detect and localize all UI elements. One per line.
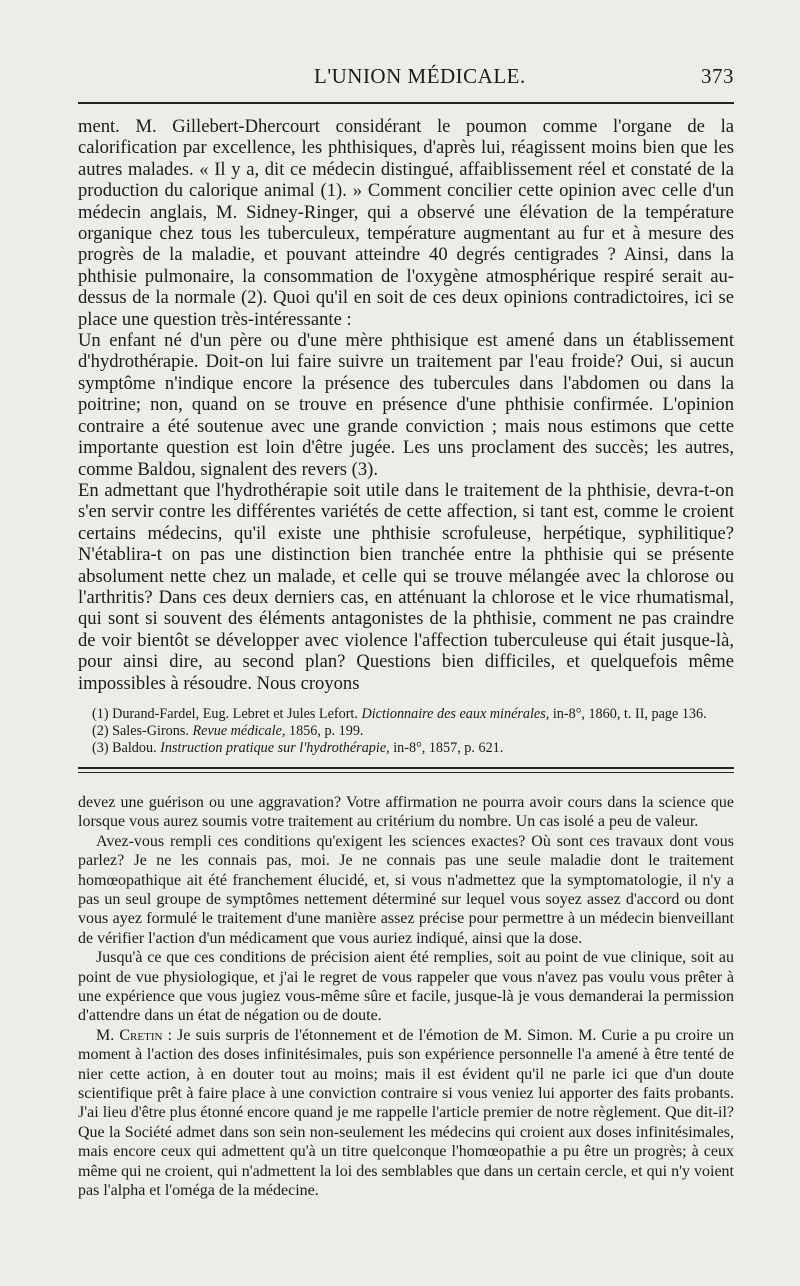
footnote-work-title: Instruction pratique sur l'hydrothérapie, xyxy=(160,739,390,756)
page-number: 373 xyxy=(701,64,734,88)
footnote-number: (2) xyxy=(92,722,109,739)
footnote-work-title: Revue médicale, xyxy=(192,722,286,739)
page-header xyxy=(78,64,734,98)
footnote-details: in-8°, 1860, t. II, page 136. xyxy=(552,705,707,722)
main-text xyxy=(78,116,734,694)
header-rule xyxy=(78,102,734,104)
footnote-3 xyxy=(78,740,734,757)
journal-title: L'UNION MÉDICALE. xyxy=(314,64,526,88)
footnote-details: in-8°, 1857, p. 621. xyxy=(393,739,504,756)
paragraph: En admettant que l'hydrothérapie soit utile dans le traitement de la phthisie, devra-t-on s'en servir contre les différentes variétés de cette affection, si tant est, comme le croient certains médecins, qu'il existe une phthisie scrofuleuse, herpétique, syphilitique? N'établira-t on pas une distinction bien tranchée entre la phthisie qui se présente absolument nette chez un malade, et celle qui se trouve mélangée avec la chlorose ou l'arthritis? Dans ces deux derniers cas, en atténuant la chlorose et le vice rhumatismal, qui sont si souvent des éléments antagonistes de la phthisie, comment ne pas craindre de voir bientôt se développer avec violence l'affection tuberculeuse qui était jusque-là, pour ainsi dire, au second plan? Questions bien difficiles, et quelquefois même impossibles à résoudre. Nous croyons xyxy=(78,479,734,694)
footnotes xyxy=(78,706,734,757)
paragraph: Un enfant né d'un père ou d'une mère phthisique est amené dans un établissement d'hydrothérapie. Doit-on lui faire suivre un traitement par l'eau froide? Oui, si aucun symptôme n'indique encore la présence des tubercules dans l'abdomen ou dans la poitrine; non, quand on se trouve en présence d'une phthisie confirmée. L'opinion contraire a été soutenue avec une grande conviction ; mais nous estimons que cette importante question est loin d'être jugée. Les uns proclament des succès; les autres, comme Baldou, signalent des revers (3). xyxy=(78,330,734,480)
section-divider xyxy=(78,767,734,773)
speech-text: Je suis surpris de l'étonnement et de l'émotion de M. Simon. M. Curie a pu croire un moment à l'action des doses infinitésimales, puis son expérience personnelle l'a amené à être tenté de nier cette action, à en douter tout au moins; mais il est évident qu'il ne parle ici que d'un doute scientifique prêt à faire place à une conviction contraire si vous veniez lui apporter des faits probants. J'ai lieu d'être plus étonné encore quand je me rappelle l'article premier de notre règlement. Que dit-il? Que la Société admet dans son sein non-seulement les médecins qui croient aux doses infinitésimales, mais encore ceux qui admettent qu'à un titre quelconque l'homœopathie a pu être un progrès; à ceux même qui ne croient, qui n'admettent la loi des semblables que dans un certain cercle, et qui n'y voient pas l'alpha et l'oméga de la médecine. xyxy=(78,1026,735,1200)
footnote-authors: Baldou. xyxy=(112,739,157,756)
footnote-2 xyxy=(78,723,734,740)
footnote-authors: Sales-Girons. xyxy=(112,722,189,739)
footnote-number: (1) xyxy=(92,705,109,722)
footnote-details: 1856, p. 199. xyxy=(288,722,364,739)
paragraph: ment. M. Gillebert-Dhercourt considérant le poumon comme l'organe de la calorification par excellence, les phthisiques, d'après lui, réagissent moins bien que les autres malades. « Il y a, dit ce médecin distingué, affaiblissement réel et constaté de la production du calorique animal (1). » Comment concilier cette opinion avec celle d'un médecin anglais, M. Sidney-Ringer, qui a observé une élévation de la température organique chez tous les tuberculeux, température augmentant au fur et à mesure des progrès de la maladie, et pouvant atteindre 40 degrés centigrades ? Ainsi, dans la phthisie pulmonaire, la consommation de l'oxygène atmosphérique respiré serait au-dessus de la normale (2). Quoi qu'il en soit de ces deux opinions contradictoires, ici se place une question très-intéressante : xyxy=(78,116,734,330)
paragraph: Jusqu'à ce que ces conditions de précision aient été remplies, soit au point de vue clinique, soit au point de vue physiologique, et j'ai le regret de vous rappeler que vous n'avez pas voulu vous prêter à une expérience que vous jugiez vous-même sûre et facile, jusque-là je vous demanderai la permission d'attendre dans un état de négation ou de doute. xyxy=(78,949,734,1025)
paragraph xyxy=(78,1026,734,1201)
footnote-1 xyxy=(78,706,734,723)
footnote-authors: Durand-Fardel, Eug. Lebret et Jules Lefort. xyxy=(112,705,358,722)
lower-section xyxy=(78,793,734,1201)
speaker-name: M. Cretin : xyxy=(96,1026,173,1044)
paragraph: Avez-vous rempli ces conditions qu'exigent les sciences exactes? Où sont ces travaux dont vous parlez? Je ne les connais pas, moi. Je ne connais pas une seule maladie dont le traitement homœopathique ait été franchement élucidé, et, si vous n'admettez que la symptomatologie, il n'y a pas un seul groupe de symptômes nettement déterminé sur lequel vous soyez assez d'accord ou dont vous ayez formulé le traitement d'une manière assez précise pour permettre à un médecin bienveillant de vérifier l'action d'un médicament que vous auriez indiqué, ainsi que la dose. xyxy=(78,832,734,947)
footnote-number: (3) xyxy=(92,739,109,756)
paragraph: devez une guérison ou une aggravation? Votre affirmation ne pourra avoir cours dans la science que lorsque vous aurez soumis votre traitement au critérium du nombre. Un cas isolé a peu de valeur. xyxy=(78,793,734,831)
footnote-work-title: Dictionnaire des eaux minérales, xyxy=(361,705,550,722)
